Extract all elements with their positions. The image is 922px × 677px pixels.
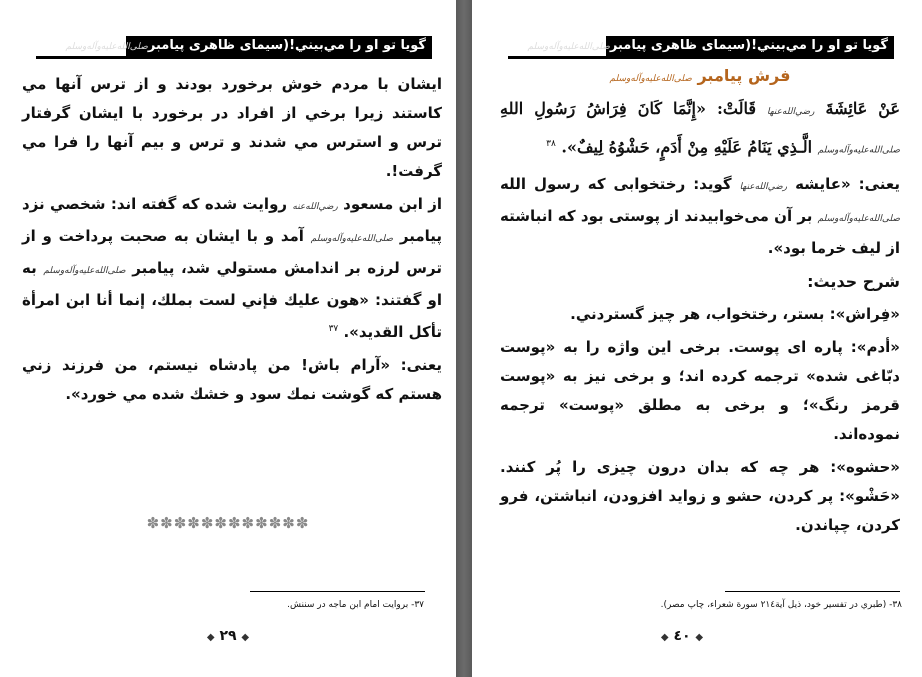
salawat-sign: صلى‌الله‌عليه‌وآله‌وسلم — [609, 74, 692, 84]
footnote-ref: ٣٨ — [546, 139, 556, 149]
p2-part-d: به او گفتند: «هون عليك فإني لست بملك، إنما أنا ابن امرأة تأكل القديد». — [22, 259, 442, 341]
salawat-sign: صلى‌الله‌عليه‌وآله‌وسلم — [817, 214, 900, 225]
radia-sign: رضي‌الله‌عنها — [767, 107, 815, 117]
hadith-part-b: قَالَتْ: «إِنَّمَا كَانَ فِرَاشُ رَسُولِ اللهِ — [500, 99, 756, 118]
footnote-rule — [725, 591, 900, 592]
running-header: گويا تو او را مي‌بيني!(سيماى ظاهرى پيامبرصلى‌الله‌عليه‌وآله‌وسلم) — [606, 36, 894, 56]
footnote-ref: ٣٧ — [328, 324, 339, 334]
ornament-icon: ◆ — [695, 632, 704, 643]
hadith-part-c: الَّـذِي يَنَامُ عَلَيْهِ مِنْ أَدَمٍ، حَشْوُهُ لِيفٌ». — [561, 137, 813, 157]
running-header: گويا تو او را مي‌بيني!(سيماى ظاهرى پيامبرصلى‌الله‌عليه‌وآله‌وسلم) — [126, 36, 432, 56]
ornament-icon: ◆ — [241, 632, 250, 643]
radia-sign: رضي‌الله‌عنها — [739, 182, 788, 193]
left-page — [0, 0, 456, 677]
footnote: ٣٨- (طبري در تفسير خود، ذيل آية٢١٤ سورة شعراء، چاپ مصر). — [660, 600, 902, 610]
right-page — [472, 0, 922, 677]
p2-part-a: از ابن مسعود — [343, 195, 442, 213]
right-body-text — [500, 64, 900, 544]
running-header-text: گويا تو او را مي‌بيني!(سيماى ظاهرى پيامبر — [147, 38, 426, 53]
ornament-icon: ◆ — [206, 632, 215, 643]
hadith-translation — [500, 170, 900, 263]
translation-part-c: بر آن مى‌خوابيدند از پوستى بود كه انباشته از ليف خرما بود». — [500, 207, 900, 258]
p2-part-b: روايت شده كه گفته اند: شخصي نزد پيامبر — [22, 195, 442, 245]
running-header-text: گويا تو او را مي‌بيني!(سيماى ظاهرى پيامبر — [609, 38, 888, 53]
definition-hashw: «حشوه»: هر چه كه بدان درون چيزى را پُر كنند. «حَشْو»: پر كردن، حشو و زوايد افزودن، انباشتن، فرو كردن، چپاندن. — [500, 458, 900, 535]
salawat-sign: صلى‌الله‌عليه‌وآله‌وسلم — [43, 266, 126, 276]
footnote: ٣٧- بروايت امام ابن ماجه در سننش. — [287, 600, 424, 610]
page-number-value: ٢٩ — [219, 628, 237, 644]
footnote-rule — [250, 591, 425, 592]
paragraph-3: يعنى: «آرام باش! من پادشاه نيستم، من فرزند زني هستم كه گوشت نمك سود و خشك شده مي خورد». — [22, 356, 442, 403]
radi-sign: رضي‌الله‌عنه — [292, 202, 338, 212]
header-rule — [508, 56, 894, 59]
star-divider: ✽✽✽✽✽✽✽✽✽✽✽✽ — [146, 514, 310, 532]
left-body-text — [22, 70, 442, 413]
paragraph-2 — [22, 190, 442, 347]
header-salawat: صلى‌الله‌عليه‌وآله‌وسلم — [527, 42, 610, 52]
salawat-sign: صلى‌الله‌عليه‌وآله‌وسلم — [817, 145, 900, 156]
hadith-arabic — [500, 93, 900, 166]
translation-part-a: يعنى: «عايشه — [795, 175, 900, 194]
paragraph-1: ايشان با مردم خوش برخورد بودند و از ترس آنها مي كاستند زيرا برخي از افراد در برخورد با ايشان گرفتار ترس و استرس مي شدند و ترس و بيم آنها را فرا مي گرفت!. — [22, 75, 442, 180]
p2-part-c: آمد و با ايشان به صحبت پرداخت و از ترس لرزه بر اندامش مستولي شد، پيامبر — [22, 227, 442, 277]
book-gutter — [456, 0, 472, 677]
salawat-sign: صلى‌الله‌عليه‌وآله‌وسلم — [310, 234, 394, 244]
definition-adam: «أدم»: پاره اى پوست. برخى اين واژه را به «پوست دبّاغى شده» ترجمه كرده اند؛ و برخى نيز به «پوست قرمز رنگ»؛ و برخى به مطلق «پوست» ترجمه نموده‌اند. — [500, 338, 900, 444]
page-number-value: ٤٠ — [673, 628, 691, 644]
section-title-text: فرش پيامبر — [697, 66, 791, 85]
header-salawat: صلى‌الله‌عليه‌وآله‌وسلم — [65, 42, 148, 52]
hadith-part-a: عَنْ عَائِشَةَ — [825, 99, 900, 118]
header-rule — [36, 56, 432, 59]
page-number — [652, 624, 712, 648]
section-title — [500, 64, 900, 91]
page-number — [198, 624, 258, 648]
translation-part-b: گويد: رختخوابى كه رسول الله — [500, 175, 732, 194]
definition-firash: «فِراش»: بستر، رختخواب، هر چيز گستردني. — [570, 305, 900, 324]
explanation-heading: شرح حديث: — [807, 272, 900, 292]
ornament-icon: ◆ — [660, 632, 669, 643]
